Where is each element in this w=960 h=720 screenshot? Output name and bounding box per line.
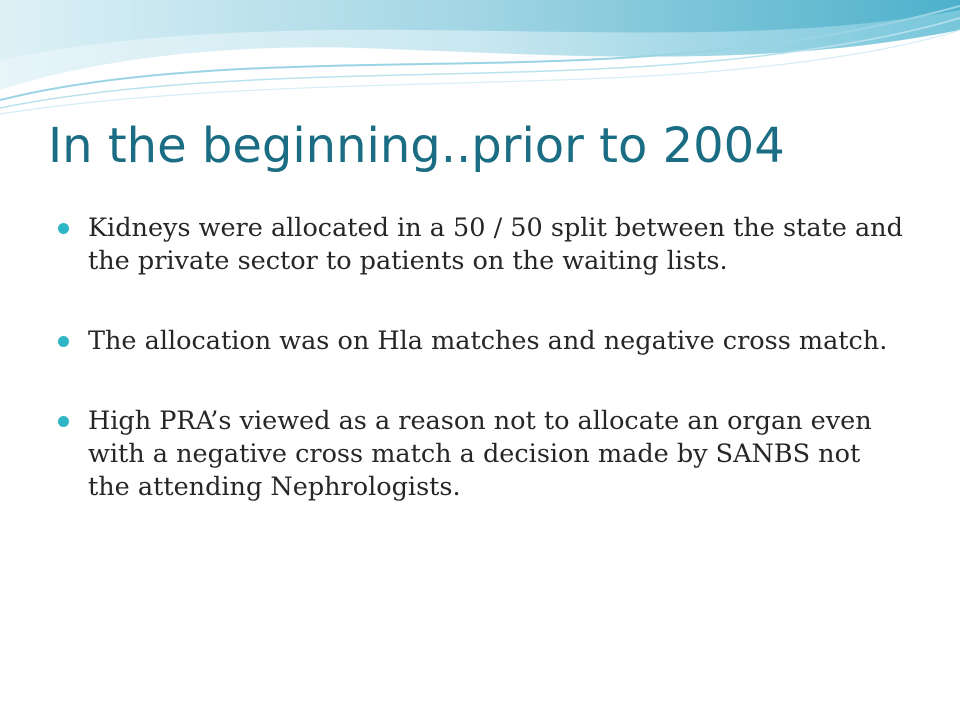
bullet-list bbox=[58, 212, 908, 504]
bullet-text: High PRA’s viewed as a reason not to allocate an organ even with a negative cross match a decision made by SANBS not the attending Nephrologists. bbox=[88, 406, 872, 502]
header-wave-decoration bbox=[0, 0, 960, 120]
bullet-item bbox=[58, 405, 908, 504]
bullet-item bbox=[58, 212, 908, 278]
bullet-item bbox=[58, 325, 908, 358]
slide-title: In the beginning..prior to 2004 bbox=[48, 118, 785, 174]
bullet-text: Kidneys were allocated in a 50 / 50 split between the state and the private sector to patients on the waiting lists. bbox=[88, 213, 903, 276]
bullet-dot-icon bbox=[58, 223, 69, 234]
bullet-text: The allocation was on Hla matches and negative cross match. bbox=[88, 326, 888, 356]
bullet-dot-icon bbox=[58, 336, 69, 347]
bullet-dot-icon bbox=[58, 416, 69, 427]
